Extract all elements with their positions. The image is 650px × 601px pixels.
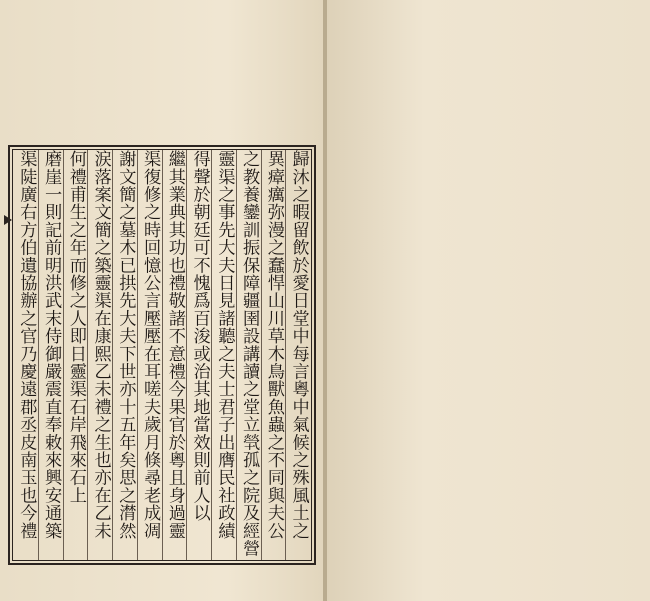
text-column: 之教養鑾訓振保障疆圉設講讀之堂立煢孤之院及經營	[236, 150, 261, 560]
text-column: 渠復修之時回憶公言壓壓在耳嗟夫歲月倏尋老成凋	[137, 150, 162, 560]
text-column: 涙落案文簡之築靈渠在康熙乙未禮之生也亦在乙未	[87, 150, 112, 560]
text-column: 何禮甫生之年而修之人即日靈渠石岸飛來石上	[63, 150, 88, 560]
text-column: 繼其業典其功也禮敬諸不意禮今果官於粵且身過靈	[162, 150, 187, 560]
right-page	[327, 0, 650, 601]
left-columns	[14, 150, 310, 560]
text-column: 得聲於朝廷可不愧爲百浚或治其地當效則前人以	[186, 150, 211, 560]
text-column: 渠陡廣右方伯遺協辦之官乃慶遠郡丞皮南玉也今禮	[16, 150, 37, 540]
text-column: 歸沐之暇留飲於愛日堂中每言粵中氣候之殊風土之	[285, 150, 310, 560]
left-page	[0, 0, 323, 601]
text-column: 磨崖一則記前明洪武末侍御嚴震直奉敕來興安通築	[38, 150, 63, 560]
left-text-frame	[8, 145, 316, 565]
fish-tail-mark-icon	[4, 215, 12, 225]
text-column: 靈渠之事先大夫日見諸聽之夫士君子出膺民社政績	[211, 150, 236, 560]
text-column: 異瘴癘弥漫之蠢悍山川草木鳥獸魚蟲之不同與夫公	[261, 150, 286, 560]
text-column: 謝文簡之墓木已拱先大夫下世亦十五年矣思之潸然	[112, 150, 137, 560]
